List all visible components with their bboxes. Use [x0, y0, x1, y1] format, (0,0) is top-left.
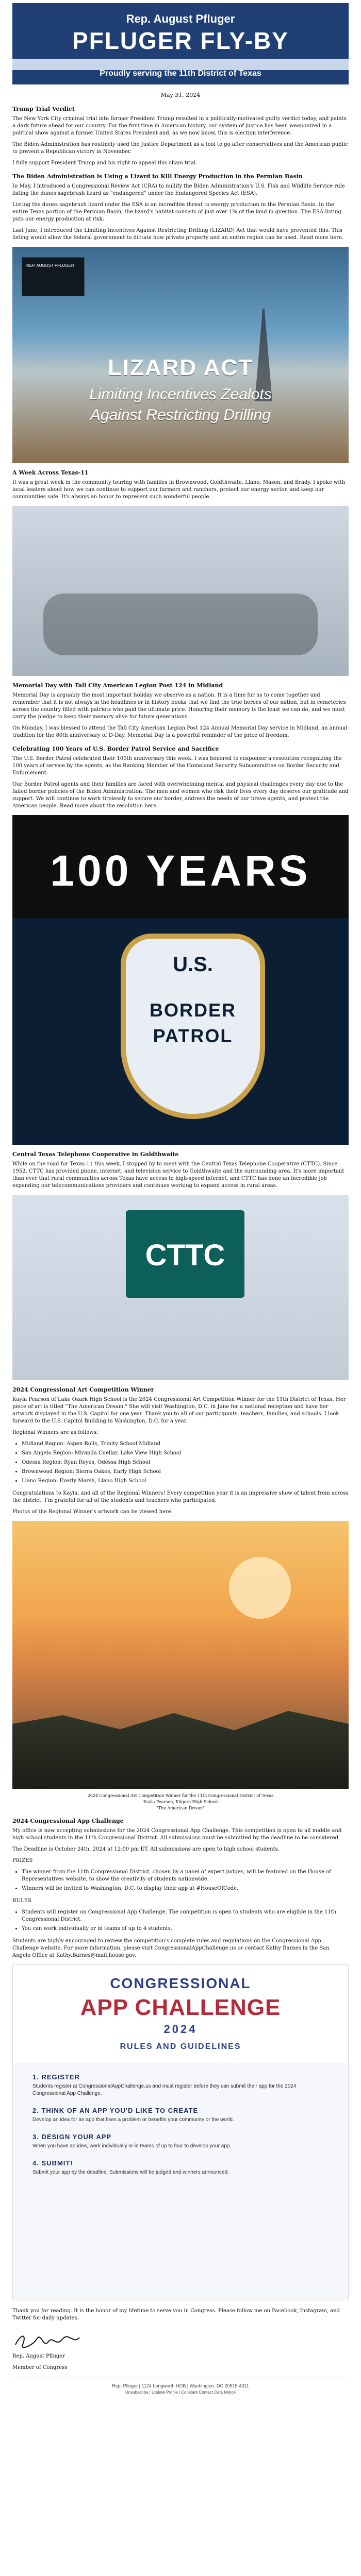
rules-step-heading: 2. THINK OF AN APP YOU'D LIKE TO CREATE	[32, 2107, 199, 2114]
rules-step-heading: 1. REGISTER	[32, 2073, 80, 2081]
paragraph: Congratulations to Kayla, and all of the Regional Winners! Every competition year it is an impressive show of talent from across the district. I'm grateful for all of the students and teachers who participated.	[12, 1490, 349, 1503]
paragraph: The New York City criminal trial into former President Trump resulted in a politically-motivated guilty verdict today, and paints a dark future ahead for our country. For the first time in American history, our system of justice has been weaponized in a political show against a former United States President and, as we now know, this is election interference.	[12, 116, 347, 136]
newsletter-footer	[12, 2378, 349, 2395]
closing-name: Rep. August Pfluger	[12, 2353, 65, 2359]
list-item: • Odessa Region: Ryan Reyes, Odessa High School	[22, 1459, 349, 1466]
banner-title: PFLUGER FLY-BY	[72, 27, 289, 54]
lizard-act-image	[12, 247, 349, 463]
badge-middle-text: BORDER	[149, 999, 236, 1021]
list-item: • San Angelo Region: Miranda Cuellar, Lake View High School	[22, 1450, 349, 1457]
rules-line-1: CONGRESSIONAL	[110, 1975, 251, 1991]
heading-memorial: Memorial Day with Tall City American Legion Post 124 in Midland	[12, 682, 223, 689]
badge-top-text: U.S.	[173, 953, 213, 976]
paragraph: Our Border Patrol agents and their families are faced with overwhelming mental and physical challenges every day due to the failed border policies of the Biden Administration. The men and women who risk their lives every day deserve our gratitude and support. We will continue to work tirelessly to secure our border, address the needs of our brave agents, and protect the American people. Read more about the resolution here.	[12, 782, 349, 809]
heading-art-competition: 2024 Congressional Art Competition Winner	[12, 1386, 154, 1393]
caption-line-1: 2024 Congressional Art Competition Winner for the 11th Congressional District of Texas	[87, 1793, 274, 1798]
banner-subtitle: Proudly serving the 11th District of Texas	[100, 69, 261, 78]
rep-card-text: REP. AUGUST PFLUGER	[26, 263, 74, 268]
footer-links[interactable]: Unsubscribe | Update Profile | Constant Contact Data Notice	[125, 2390, 236, 2395]
rules-step-heading: 4. SUBMIT!	[32, 2159, 73, 2167]
newsletter-banner	[12, 3, 349, 84]
list-item: • Llano Region: Everly Marsh, Llano High School	[22, 1478, 349, 1485]
cttc-sign-text: CTTC	[145, 1239, 225, 1272]
rules-line-3: 2024	[163, 2023, 198, 2036]
signature-icon	[12, 2329, 95, 2353]
paragraph: Listing the dunes sagebrush lizard under the ESA is an incredible threat to energy production in the Permian Basin. In the entire Texas portion of the Permian Basin, the lizard's habitat consists of just over 1% of the land in question. The ESA listing puts our energy production at risk.	[12, 202, 341, 222]
list-item: • You can work individually or in teams of up to 4 students.	[22, 1925, 349, 1933]
banner-rep-line: Rep. August Pfluger	[126, 12, 235, 25]
rules-step-text: Students register at CongressionalAppChallenge.us and must register before they can submit their app for the 2024 Congressional App Challenge.	[32, 2083, 297, 2096]
paragraph: Kayla Pearson of Lake Ozark High School is the 2024 Congressional Art Competition Winner for the 11th District of Texas. Her piece of art is titled "The American Dream." She will visit Washington, D.C. in June for a national reception and have her artwork displayed in the U.S. Capitol for one year. Thank you to all of our participants, teachers, families, and schools. I look forward to the U.S. Capitol Building in Washington, D.C. for a year.	[12, 1397, 346, 1424]
border-patrol-graphic	[12, 815, 349, 1145]
closing-title: Member of Congress	[12, 2365, 68, 2370]
paragraph: The Biden Administration has routinely used the Justice Department as a tool to go after conservatives and the American public to prevent a Republican victory in November.	[12, 142, 348, 155]
paragraph: Photos of the Regional Winner's artwork can be viewed here.	[12, 1509, 173, 1515]
heading-trump-verdict: Trump Trial Verdict	[12, 106, 75, 112]
lizard-act-line-2: Against Restricting Drilling	[90, 406, 271, 423]
rules-step-heading: 3. DESIGN YOUR APP	[32, 2133, 112, 2141]
rules-line-2: APP CHALLENGE	[80, 1995, 281, 2020]
heading-border-patrol: Celebrating 100 Years of U.S. Border Patrol Service and Sacrifice	[12, 745, 219, 752]
rules-line-4: RULES AND GUIDELINES	[120, 2042, 241, 2051]
list-item: • The winner from the 11th Congressional District, chosen by a panel of expert judges, will be featured on the House of Representatives website, to show the creativity of students nationwide.	[22, 1869, 349, 1883]
art-competition-image	[12, 1521, 349, 1789]
paragraph: My office is now accepting submissions for the 2024 Congressional App Challenge. This competition is open to all middle and high school students in the 11th Congressional District. All submissions must be submitted by the deadline to be considered.	[12, 1828, 342, 1841]
paragraph: The U.S. Border Patrol celebrated their 100th anniversary this week. I was honored to cosponsor a resolution recognizing the 100 years of service by the agents, as the Ranking Member of the Homeland Security Subcommittee on Border Security and Enforcement.	[12, 756, 342, 776]
rules-step-text: Develop an idea for an app that fixes a problem or benefits your community or the world.	[32, 2117, 234, 2123]
paragraph: Students are highly encouraged to review the competition's complete rules and regulations on the Congressional App Challenge website. For more information, please visit CongressionalAppChallenge.us or contact Kathy Barnes in the San Angelo Office at Kathy.Barnes@mail.house.gov.	[12, 1938, 330, 1958]
caption-line-3: "The American Dream"	[156, 1806, 205, 1810]
paragraph: In May, I introduced a Congressional Review Act (CRA) to nullify the Biden Administration's U.S. Fish and Wildlife Service rule listing the dunes sagebrush lizard as "endangered" under the Endangered Species Act (ESA).	[12, 183, 345, 196]
art-caption	[12, 1793, 349, 1811]
rules-step	[32, 2107, 329, 2124]
newsletter-content	[0, 92, 361, 2395]
paragraph: It was a great week in the community touring with families in Brownwood, Goldthwaite, Llano, Mason, and Brady. I spoke with local leaders about how we can continue to support our farmers and ranchers, protect our energy sector, and keep our communities safe. It's always an honor to represent such wonderful people.	[12, 480, 346, 500]
prizes-list	[22, 1869, 349, 1892]
list-item: • Brownwood Region: Sierra Oakes, Early High School	[22, 1468, 349, 1476]
banner-stripe	[12, 59, 349, 70]
paragraph: On Monday, I was blessed to attend the Tall City American Legion Post 124 Annual Memorial Day service in Midland, an annual tradition for the 80th anniversary of D-Day. Memorial Day is a powerful reminder of the price of freedom.	[12, 725, 348, 738]
border-patrol-badge	[121, 934, 265, 1119]
regional-winners-list	[22, 1440, 349, 1485]
app-challenge-rules-graphic	[12, 1964, 349, 2300]
rules-list	[22, 1909, 349, 1933]
cttc-sign	[126, 1210, 244, 1298]
footer-address: Rep. Pfluger | 1124 Longworth HOB | Washington, DC 20515-4311	[112, 2383, 249, 2388]
lizard-act-line-1: Limiting Incentives Zealots	[89, 386, 272, 403]
rules-step-text: When you have an idea, work individually or in teams of up to four to develop your app.	[32, 2143, 232, 2149]
closing-section	[12, 2308, 349, 2371]
paragraph: Last June, I introduced the Limiting Incentives Against Restricting Drilling (LIZARD) Act that would have prevented this. This listing would allow the federal government to dictate how private property and an entire region can be used. Read more here.	[12, 228, 343, 241]
rules-steps	[32, 2073, 329, 2185]
hundred-years-text: 100 YEARS	[50, 846, 311, 895]
paragraph: Regional Winners are as follows:	[12, 1430, 99, 1435]
rules-step	[32, 2073, 329, 2097]
rules-step-text: Submit your app by the deadline. Submissions will be judged and winners announced.	[32, 2170, 229, 2175]
rep-card	[22, 257, 85, 296]
prizes-label: PRIZES	[12, 1858, 33, 1863]
art-moon-shape	[229, 1557, 291, 1619]
cttc-visit-photo	[12, 1195, 349, 1380]
paragraph: While on the road for Texas-11 this week, I stopped by to meet with the Central Texas Telephone Cooperative (CTTC). Since 1952, CTTC has provided phone, internet, and television service to Goldthwaite and the surrounding area. It's more important than ever that rural communities across Texas have access to high-speed internet, and CTTC has done an incredible job expanding our telecommunications providers and continues working to expand access in rural areas.	[12, 1161, 344, 1189]
list-item: • Midland Region: Aspen Rolls, Trinity School Midland	[22, 1440, 349, 1448]
list-item: • Students will register on Congressional App Challenge. The competition is open to students who are eligible in the 11th Congressional District.	[22, 1909, 349, 1923]
paragraph: The Deadline is October 24th, 2024 at 12:00 pm ET. All submissions are open to high school students.	[12, 1846, 280, 1852]
heading-vctc: Central Texas Telephone Cooperative in Goldthwaite	[12, 1151, 179, 1158]
paragraph: I fully support President Trump and his right to appeal this sham trial.	[12, 160, 198, 166]
caption-line-2: Kayla Pearson, Kilgore High School	[143, 1800, 218, 1804]
paragraph: Memorial Day is arguably the most important holiday we observe as a nation. It is a time for us to come together and remember that it is not always in the headlines or in history books that we find the true heroes of our nation, but in cemeteries across the country filled with patriots who paid the ultimate price. Honoring their memory is the least we can do, and we must carry the pledge to keep their memory alive for future generations.	[12, 692, 346, 720]
heading-week-across: A Week Across Texas-11	[12, 469, 89, 476]
rules-header	[13, 1965, 348, 2063]
signature	[12, 2326, 349, 2353]
art-hills-shape	[12, 1681, 349, 1789]
heading-app-challenge: 2024 Congressional App Challenge	[12, 1818, 124, 1824]
heading-energy: The Biden Administration is Using a Lizard to Kill Energy Production in the Permian Basin	[12, 173, 303, 180]
closing-paragraph: Thank you for reading. It is the honor of my lifetime to serve you in Congress. Please follow me on Facebook, Instagram, and Twitter for daily updates.	[12, 2308, 340, 2321]
rules-step	[32, 2133, 329, 2150]
newsletter-date: May 31, 2024	[160, 92, 201, 98]
rules-step	[32, 2159, 329, 2176]
lizard-act-title: LIZARD ACT	[107, 355, 254, 380]
list-item: • Winners will be invited to Washington, D.C. to display their app at #HouseOfCode.	[22, 1885, 349, 1892]
memorial-day-photo	[12, 506, 349, 676]
photo-people-shape	[43, 594, 318, 655]
rules-label: RULES	[12, 1898, 31, 1904]
hundred-years-banner	[12, 815, 349, 918]
badge-bottom-text: PATROL	[153, 1025, 233, 1046]
